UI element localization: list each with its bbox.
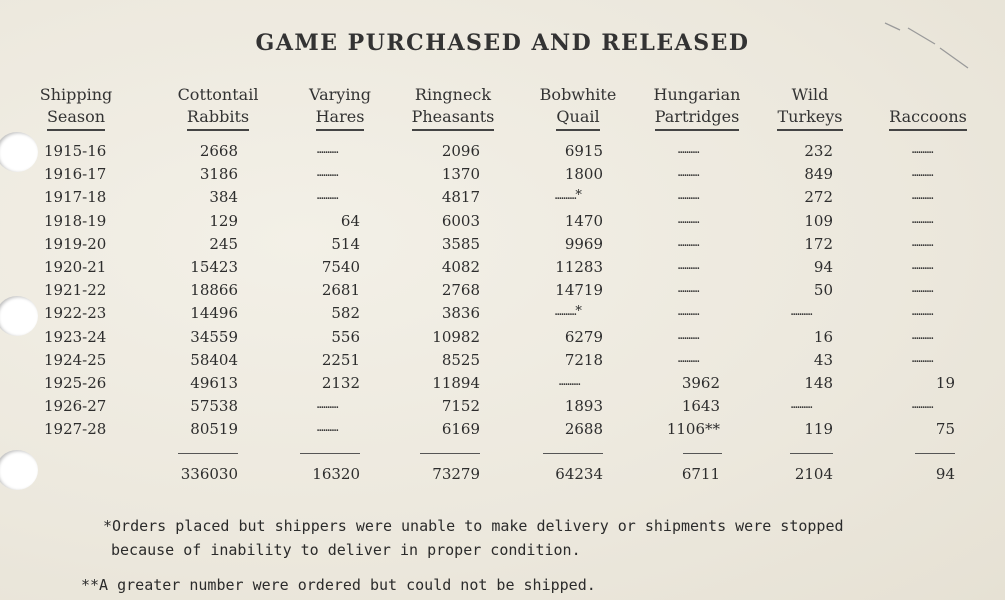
value-cell: 2688 — [564, 420, 603, 439]
total-rule — [790, 453, 833, 454]
table-row — [0, 281, 1005, 304]
value-cell: 1800 — [564, 165, 603, 184]
season-cell: 1917-18 — [44, 188, 107, 207]
value-cell: 7152 — [441, 397, 480, 416]
season-cell: 1922-23 — [44, 304, 107, 323]
value-cell: .......... — [911, 327, 933, 343]
total-ringneck-pheasants: 73279 — [432, 465, 480, 483]
value-cell: 3836 — [441, 304, 480, 323]
table-row — [0, 397, 1005, 420]
table-row — [0, 188, 1005, 211]
value-cell: 3585 — [441, 234, 480, 253]
value-cell: 14719 — [555, 281, 603, 300]
total-rule — [915, 453, 955, 454]
value-cell: 4817 — [441, 188, 480, 207]
table-row — [0, 165, 1005, 188]
season-cell: 1926-27 — [44, 397, 107, 416]
value-cell: 6169 — [441, 420, 480, 439]
page-title: GAME PURCHASED AND RELEASED — [255, 30, 750, 56]
value-cell: .......... — [911, 165, 933, 181]
value-cell: .......... — [911, 350, 933, 366]
value-cell: .......... — [677, 165, 699, 181]
total-rule — [420, 453, 480, 454]
value-cell: 2668 — [199, 142, 238, 160]
value-cell: .......... — [677, 188, 699, 204]
value-cell: 14496 — [190, 304, 238, 323]
column-header-shipping-season: Shipping Season — [31, 84, 121, 131]
value-cell: 18866 — [190, 281, 238, 300]
value-cell: 6279 — [564, 327, 603, 346]
value-cell: .......... — [911, 211, 933, 227]
value-cell: 2768 — [441, 281, 480, 300]
value-cell: 119 — [804, 420, 833, 439]
value-cell: 58404 — [190, 350, 238, 369]
value-cell: .......... — [316, 397, 338, 413]
column-header-bobwhite-quail: Bobwhite Quail — [533, 84, 623, 131]
value-cell: 64 — [340, 211, 360, 230]
value-cell: 172 — [804, 234, 833, 253]
value-cell: .......... — [790, 304, 812, 320]
value-cell: 2132 — [321, 374, 360, 392]
value-cell: 50 — [813, 281, 833, 300]
season-cell: 1925-26 — [44, 374, 107, 392]
season-cell: 1921-22 — [44, 281, 107, 300]
value-cell: 94 — [813, 258, 833, 276]
season-cell: 1919-20 — [44, 234, 107, 253]
value-cell: 1470 — [564, 211, 603, 230]
table-row — [0, 142, 1005, 165]
value-cell: .......... — [790, 397, 812, 413]
value-cell: .......... — [677, 350, 699, 366]
column-header-cottontail-rabbits: Cottontail Rabbits — [168, 84, 268, 131]
total-wild-turkeys: 2104 — [794, 465, 833, 483]
value-cell: 7218 — [564, 350, 603, 369]
value-cell: 3962 — [681, 374, 720, 392]
value-cell: 80519 — [190, 420, 238, 439]
season-cell: 1923-24 — [44, 327, 107, 346]
season-cell: 1918-19 — [44, 211, 107, 230]
value-cell: .......... — [677, 234, 699, 250]
column-header-ringneck-pheasants: Ringneck Pheasants — [403, 84, 503, 131]
table-row — [0, 235, 1005, 258]
value-cell: .......... — [677, 258, 699, 273]
value-cell: 43 — [813, 350, 833, 369]
value-cell: ..........* — [554, 188, 580, 204]
total-hungarian-partridges: 6711 — [681, 465, 720, 483]
value-cell: 2096 — [441, 142, 480, 160]
total-rule — [683, 453, 722, 454]
footnote-double-asterisk: **A greater number were ordered but could not be shipped. — [81, 576, 596, 594]
value-cell: 9969 — [564, 234, 603, 253]
total-rule — [300, 453, 360, 454]
footnote-single-asterisk: *Orders placed but shippers were unable to make delivery or shipments were stopped — [103, 517, 844, 535]
value-cell: 4082 — [441, 258, 480, 276]
value-cell: 11894 — [432, 374, 480, 392]
value-cell: .......... — [677, 281, 699, 297]
table-row — [0, 374, 1005, 397]
value-cell: 16 — [813, 327, 833, 346]
total-raccoons: 94 — [935, 465, 955, 483]
value-cell: 245 — [209, 234, 238, 253]
value-cell: .......... — [911, 281, 933, 297]
value-cell: 272 — [804, 188, 833, 207]
value-cell: 1893 — [564, 397, 603, 416]
table-row — [0, 328, 1005, 351]
value-cell: .......... — [911, 234, 933, 250]
footnote-single-asterisk-cont: because of inability to deliver in proper condition. — [111, 541, 581, 559]
value-cell: .......... — [677, 304, 699, 320]
column-header-raccoons: Raccoons — [878, 84, 978, 131]
total-rule — [543, 453, 603, 454]
value-cell: .......... — [911, 258, 933, 273]
value-cell: 514 — [331, 234, 360, 253]
value-cell: .......... — [911, 142, 933, 157]
value-cell: 8525 — [441, 350, 480, 369]
column-header-varying-hares: Varying Hares — [300, 84, 380, 131]
table-row — [0, 212, 1005, 235]
value-cell: 1370 — [441, 165, 480, 184]
value-cell: .......... — [911, 188, 933, 204]
value-cell: 7540 — [321, 258, 360, 276]
value-cell: 582 — [331, 304, 360, 323]
value-cell: 57538 — [190, 397, 238, 416]
value-cell: .......... — [316, 142, 338, 157]
table-row — [0, 420, 1005, 443]
value-cell: .......... — [911, 304, 933, 320]
value-cell: 49613 — [190, 374, 238, 392]
value-cell: .......... — [558, 374, 580, 389]
value-cell: .......... — [677, 211, 699, 227]
total-varying-hares: 16320 — [312, 465, 360, 483]
value-cell: 11283 — [555, 258, 603, 276]
table-row — [0, 304, 1005, 327]
value-cell: 1106** — [666, 420, 720, 439]
value-cell: 384 — [209, 188, 238, 207]
value-cell: 556 — [331, 327, 360, 346]
value-cell: .......... — [677, 142, 699, 157]
total-rule — [178, 453, 238, 454]
value-cell: 34559 — [190, 327, 238, 346]
value-cell: 148 — [804, 374, 833, 392]
value-cell: 3186 — [199, 165, 238, 184]
value-cell: 1643 — [681, 397, 720, 416]
season-cell: 1920-21 — [44, 258, 107, 276]
season-cell: 1915-16 — [44, 142, 107, 160]
total-bobwhite-quail: 64234 — [555, 465, 603, 483]
season-cell: 1924-25 — [44, 350, 107, 369]
value-cell: 15423 — [190, 258, 238, 276]
season-cell: 1927-28 — [44, 420, 107, 439]
column-header-wild-turkeys: Wild Turkeys — [770, 84, 850, 131]
value-cell: 2681 — [321, 281, 360, 300]
value-cell: ..........* — [554, 304, 580, 320]
value-cell: .......... — [911, 397, 933, 413]
season-cell: 1916-17 — [44, 165, 107, 184]
value-cell: 6003 — [441, 211, 480, 230]
value-cell: .......... — [316, 188, 338, 204]
value-cell: 849 — [804, 165, 833, 184]
value-cell: .......... — [316, 420, 338, 436]
value-cell: 129 — [209, 211, 238, 230]
value-cell: 232 — [804, 142, 833, 160]
value-cell: 6915 — [564, 142, 603, 160]
value-cell: 75 — [935, 420, 955, 439]
column-header-hungarian-partridges: Hungarian Partridges — [642, 84, 752, 131]
value-cell: .......... — [316, 165, 338, 181]
table-row — [0, 351, 1005, 374]
value-cell: 2251 — [321, 350, 360, 369]
value-cell: 19 — [935, 374, 955, 392]
total-cottontail-rabbits: 336030 — [180, 465, 238, 483]
value-cell: 109 — [804, 211, 833, 230]
table-row — [0, 258, 1005, 281]
value-cell: .......... — [677, 327, 699, 343]
value-cell: 10982 — [432, 327, 480, 346]
